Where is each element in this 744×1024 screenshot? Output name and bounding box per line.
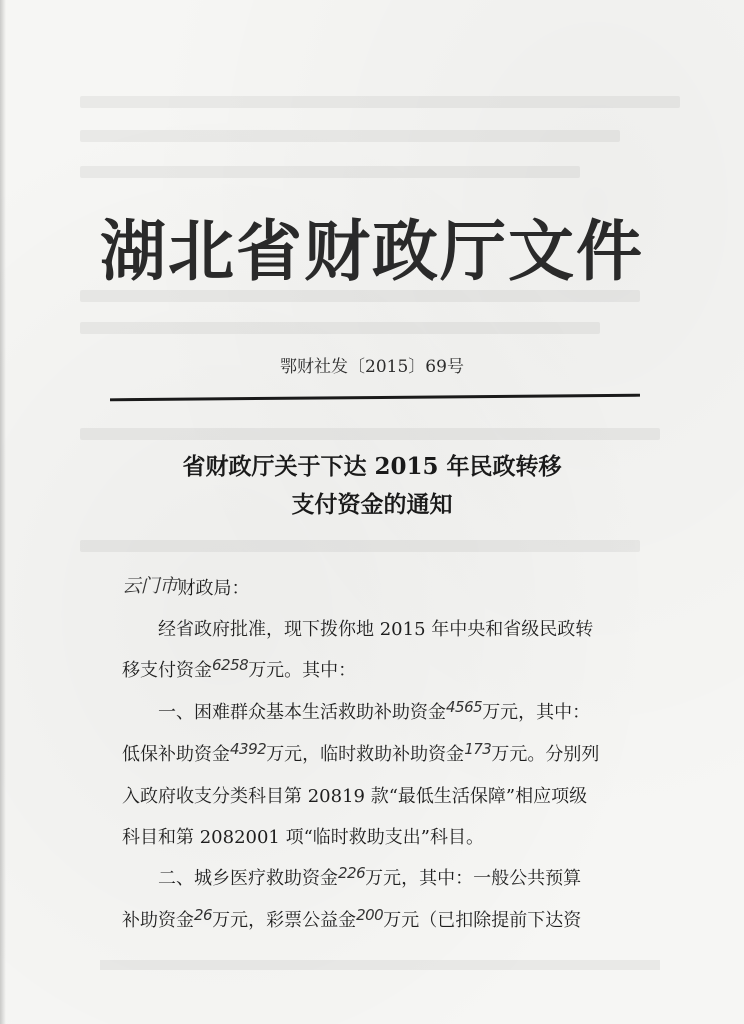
bleed-through-line bbox=[80, 96, 680, 108]
text-run: 低保补助资金 bbox=[122, 744, 230, 765]
text-run: 万元，临时救助补助资金 bbox=[266, 744, 465, 765]
text-run: 补助资金 bbox=[122, 910, 194, 931]
text-run: 二、城乡医疗救助资金 bbox=[158, 868, 338, 889]
text-run: 万元，彩票公益金 bbox=[212, 910, 357, 931]
paragraph-line: 入政府收支分类科目第 20819 款“最低生活保障”相应项级 bbox=[122, 786, 588, 807]
document-header-title: 湖北省财政厅文件 bbox=[100, 213, 644, 290]
paragraph-line bbox=[122, 650, 642, 692]
text-run: 万元。分别列 bbox=[491, 744, 600, 765]
handwritten-amount: 200 bbox=[356, 906, 384, 924]
handwritten-amount: 4565 bbox=[446, 698, 483, 716]
notice-title bbox=[0, 448, 744, 524]
paragraph-line: 科目和第 2082001 项“临时救助支出”科目。 bbox=[122, 827, 485, 848]
text-run: 移支付资金 bbox=[122, 660, 212, 681]
handwritten-amount: 4392 bbox=[230, 740, 267, 758]
paragraph-line bbox=[122, 734, 642, 776]
addressee-line bbox=[122, 568, 642, 609]
bleed-through-line bbox=[80, 428, 660, 440]
text-run: 万元，其中：一般公共预算 bbox=[365, 868, 582, 889]
document-number: 鄂财社发〔2015〕69号 bbox=[280, 357, 464, 377]
bleed-through-line bbox=[100, 960, 660, 970]
paragraph-line bbox=[122, 858, 642, 900]
handwritten-amount: 226 bbox=[338, 864, 366, 882]
bleed-through-line bbox=[80, 322, 600, 334]
handwritten-amount: 26 bbox=[194, 906, 213, 924]
header-rule bbox=[110, 394, 640, 402]
handwritten-amount: 6258 bbox=[212, 656, 249, 674]
bleed-through-line bbox=[80, 130, 620, 142]
handwritten-city: 云门市 bbox=[122, 575, 178, 597]
bleed-through-line bbox=[80, 166, 580, 178]
addressee-label: 财政局： bbox=[177, 578, 250, 599]
notice-body bbox=[122, 568, 642, 942]
text-run: 万元。其中： bbox=[248, 660, 357, 681]
text-run: 万元，其中： bbox=[482, 702, 591, 723]
bleed-through-line bbox=[80, 540, 640, 552]
text-run: 一、困难群众基本生活救助补助资金 bbox=[158, 702, 446, 723]
paragraph-line bbox=[122, 692, 642, 734]
handwritten-amount: 173 bbox=[464, 740, 492, 758]
notice-title-line2: 支付资金的通知 bbox=[291, 491, 453, 518]
paragraph-line bbox=[122, 900, 642, 942]
notice-title-line1: 省财政厅关于下达 2015 年民政转移 bbox=[182, 453, 562, 480]
text-run: 万元（已扣除提前下达资 bbox=[383, 910, 582, 931]
paragraph-line: 经省政府批准，现下拨你地 2015 年中央和省级民政转 bbox=[158, 619, 594, 640]
